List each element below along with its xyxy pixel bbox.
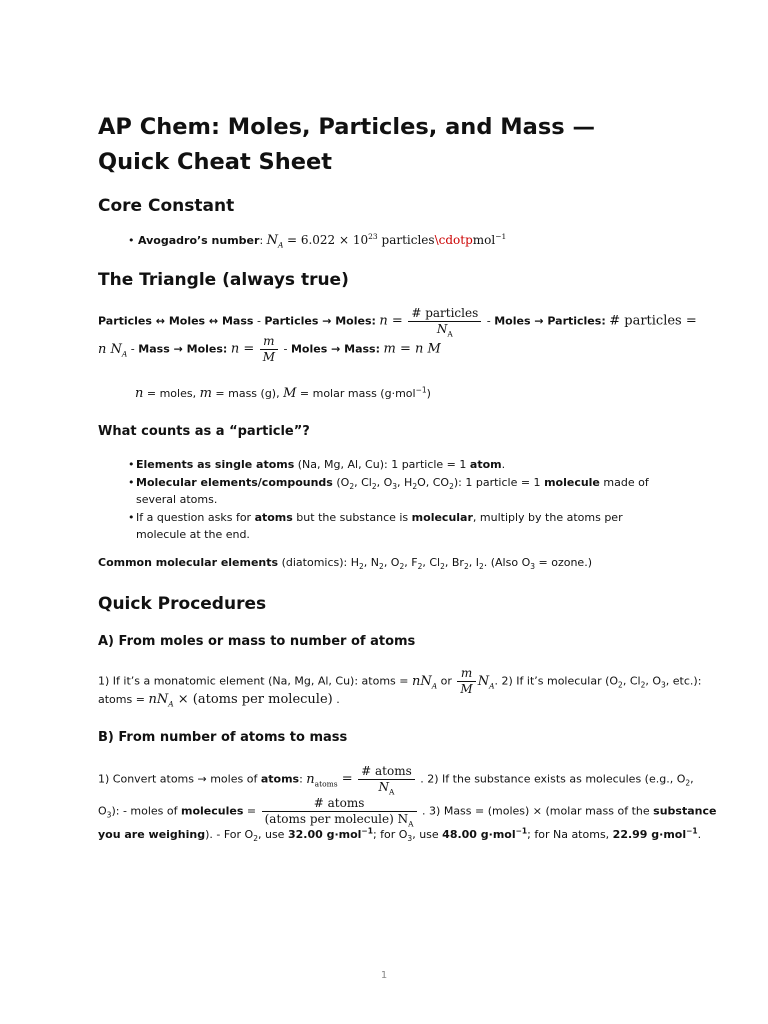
bullet-atoms-vs-molecules: • If a question asks for atoms but the substance is molecular, multiply by the atoms per molecule at the end. <box>128 509 673 544</box>
procedure-a-line-1: 1) If it’s a monatomic element (Na, Mg, Al, Cu): atoms = $nN_A$ or $\frac{m}{M}$ $N_A$. 2) If it’s molecular ($O_2$, $Cl_2$, $O_3$, etc.): <box>98 666 702 696</box>
particle-heading: What counts as a “particle”? <box>98 424 310 439</box>
triangle-intro: Particles ↔ Moles ↔ Mass <box>98 314 254 328</box>
avogadro-symbol: $N_A$ <box>266 233 284 250</box>
common-diatomics: Common molecular elements (diatomics): $H_2$, $N_2$, $O_2$, $F_2$, $Cl_2$, $Br_2$, $I_2$. (Also $O_3$ = ozone.) <box>98 556 592 572</box>
procedures-heading: Quick Procedures <box>98 594 267 614</box>
triangle-line-1: Particles ↔ Moles ↔ Mass - Particles → Moles: n = $\frac{\text{\# particles}}{N_A}$ - Moles → Particles: # particles = <box>98 306 697 339</box>
procedure-b-line-1: 1) Convert atoms → moles of atoms: $n_{atoms}$ = $\frac{\text{\# atoms}}{N_A}$ . 2) If the substance exists as molecules (e.g., $O_2$, <box>98 764 694 797</box>
bullet-molecular: • Molecular elements/compounds ($O_2$, $Cl_2$, $O_3$, $H_2O$, $CO_2$): 1 particle = 1 molecule made of several atoms. <box>128 474 673 509</box>
procedure-b-line-2: $O_3$): - moles of molecules = $\frac{\text{\# atoms}}{(atoms per molecule) N_A}$ . 3) Mass = (moles) × (molar mass of the substance <box>98 796 717 829</box>
rule1-fraction: $\frac{\text{\# particles}}{N_A}$ <box>408 306 481 337</box>
procedure-b-heading: B) From number of atoms to mass <box>98 730 348 745</box>
procedure-a-line-2: atoms = $nN_A$ × (atoms per molecule) . <box>98 692 340 709</box>
rule-mass-to-moles: Mass → Moles: <box>138 342 228 356</box>
rule-moles-to-mass: Moles → Mass: <box>290 342 381 356</box>
page-number: 1 <box>380 970 388 981</box>
avogadro-unit: mol$^{-1}$ <box>472 232 507 247</box>
avogadro-cdotp-error: \cdotp <box>434 233 473 247</box>
avogadro-line: • Avogadro’s number: $N_A = 6.022 \times 10^{23}$ particles\cdotpmol$^{-1}$ <box>128 232 507 250</box>
triangle-heading: The Triangle (always true) <box>98 270 349 290</box>
avogadro-value: = $6.022 \times 10^{23}$ particles <box>286 232 435 247</box>
rule3-fraction: $\frac{m}{M}$ <box>260 334 278 365</box>
rule-moles-to-particles: Moles → Particles: <box>494 314 606 328</box>
page-title: AP Chem: Moles, Particles, and Mass — Quick Cheat Sheet <box>98 114 595 175</box>
procedure-a-heading: A) From moles or mass to number of atoms <box>98 634 416 649</box>
particle-bullets <box>128 456 673 544</box>
bullet-single-atoms: • Elements as single atoms (Na, Mg, Al, Cu): 1 particle = 1 atom. <box>128 456 673 474</box>
triangle-line-2: n $N_A$ - Mass → Moles: n = $\frac{m}{M}$ - Moles → Mass: m = n M <box>98 334 441 364</box>
core-constant-heading: Core Constant <box>98 196 235 216</box>
procedure-b-line-3: you are weighing). - For $O_2$, use 32.00 g·mol$^{-1}$; for $O_3$, use 48.00 g·mol$^{-1}$; for Na atoms, 22.99 g·mol$^{-1}$. <box>98 826 702 844</box>
variable-legend: n = moles, m = mass (g), M = molar mass (g·mol$^{-1}$) <box>135 385 431 401</box>
avogadro-label: Avogadro’s number <box>138 234 260 247</box>
rule-particles-to-moles: Particles → Moles: <box>264 314 376 328</box>
